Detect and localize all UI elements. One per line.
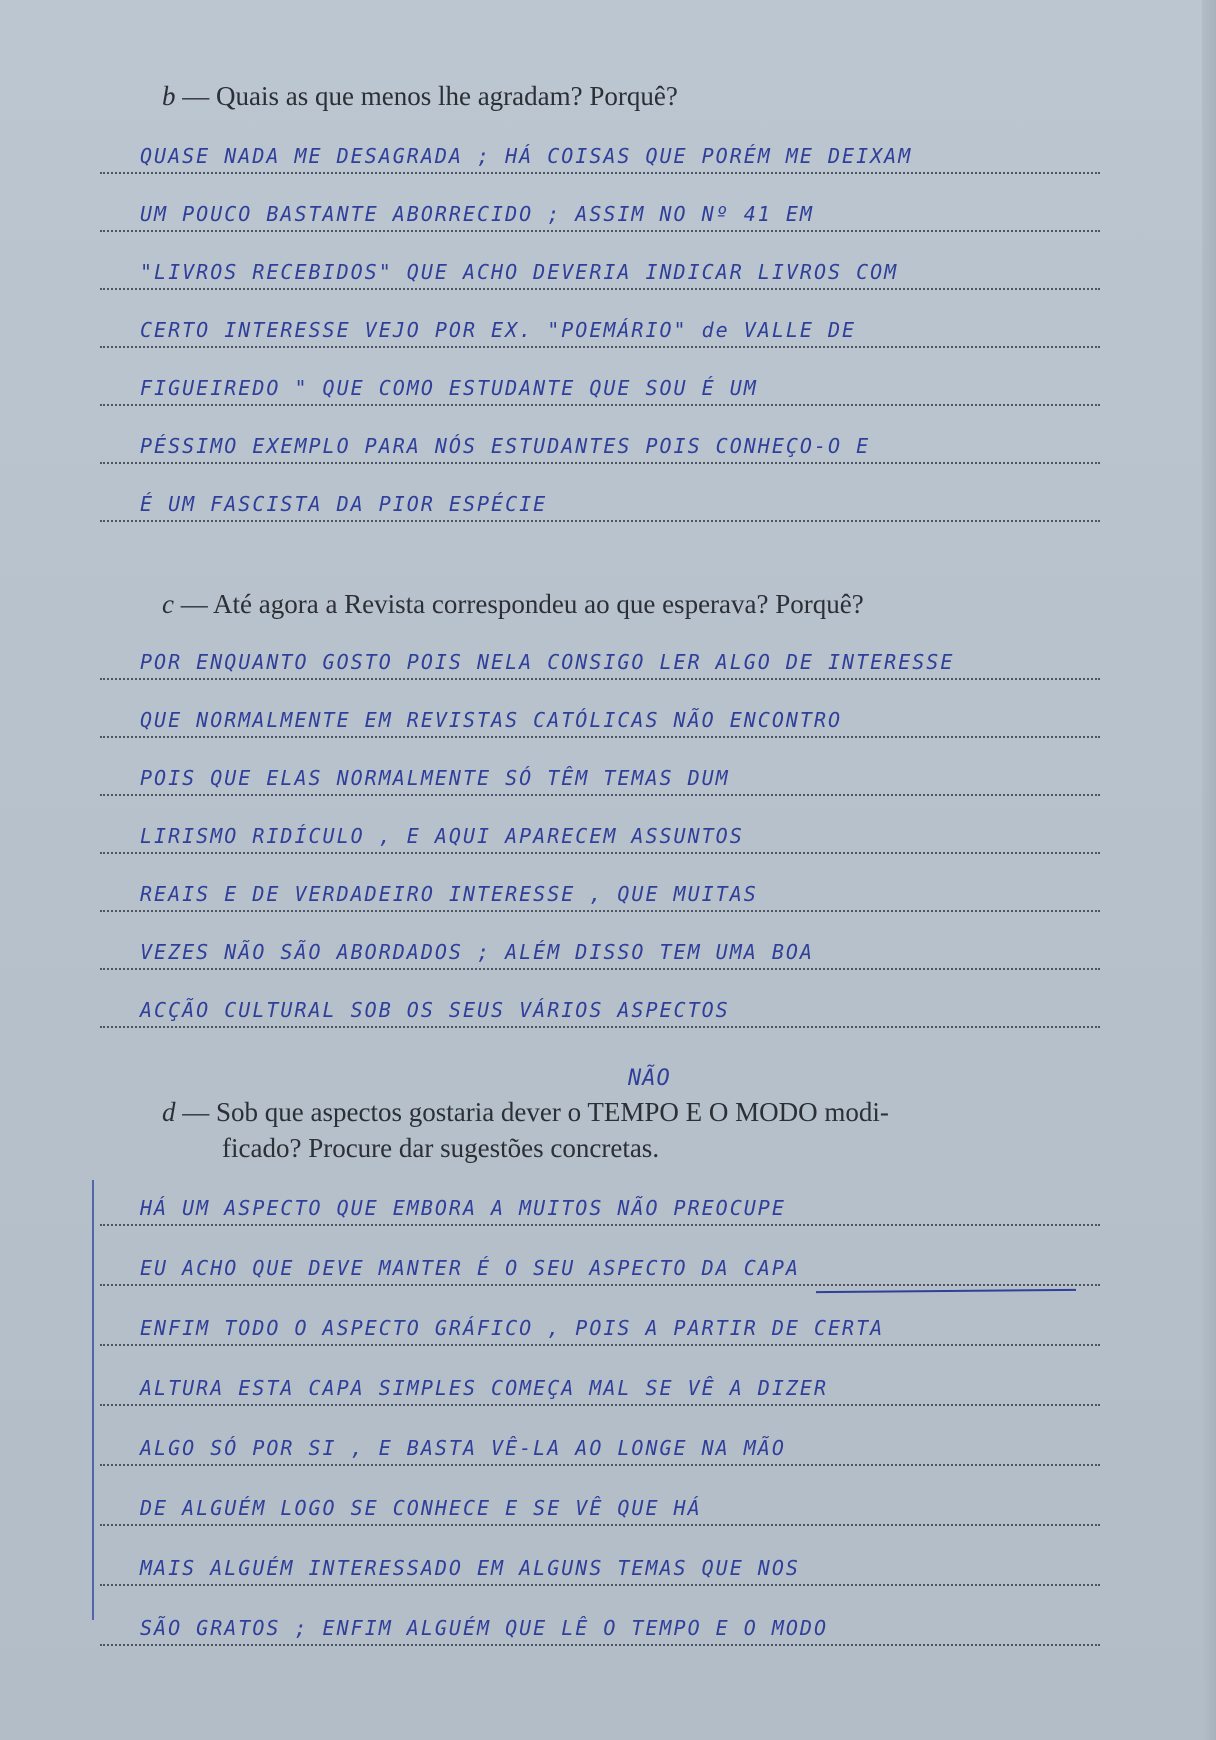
handwritten-text: É UM FASCISTA DA PIOR ESPÉCIE: [140, 492, 548, 516]
answer-line: [100, 476, 1100, 522]
handwritten-text: PÉSSIMO EXEMPLO PARA NÓS ESTUDANTES POIS CONHEÇO-O E: [140, 434, 871, 458]
handwritten-text: ALTURA ESTA CAPA SIMPLES COMEÇA MAL SE VÊ A DIZER: [140, 1376, 829, 1400]
answer-line: [100, 244, 1100, 290]
handwritten-text: POR ENQUANTO GOSTO POIS NELA CONSIGO LER ALGO DE INTERESSE: [140, 650, 955, 674]
handwritten-text: QUASE NADA ME DESAGRADA ; HÁ COISAS QUE PORÉM ME DEIXAM: [140, 144, 913, 168]
answer-line: [100, 808, 1100, 854]
handwritten-text: MAIS ALGUÉM INTERESSADO EM ALGUNS TEMAS QUE NOS: [140, 1556, 800, 1580]
question-letter: d: [162, 1097, 176, 1127]
answer-line: [100, 982, 1100, 1028]
handwritten-text: CERTO INTERESSE VEJO POR EX. "POEMÁRIO" de VALLE DE: [140, 318, 857, 342]
answer-line: [100, 866, 1100, 912]
answer-line: [100, 924, 1100, 970]
handwritten-text: LIRISMO RIDÍCULO , E AQUI APARECEM ASSUNTOS: [140, 824, 744, 848]
answer-line: [100, 1300, 1100, 1346]
question-text: Até agora a Revista correspondeu ao que esperava? Porquê?: [213, 589, 864, 619]
handwritten-text: ENFIM TODO O ASPECTO GRÁFICO , POIS A PARTIR DE CERTA: [140, 1316, 885, 1340]
question-b: b — Quais as que menos lhe agradam? Porquê?: [162, 81, 678, 111]
handwritten-text: ALGO SÓ POR SI , E BASTA VÊ-LA AO LONGE NA MÃO: [140, 1436, 786, 1460]
question-letter: b: [162, 81, 176, 111]
handwritten-text: REAIS E DE VERDADEIRO INTERESSE , QUE MUITAS: [140, 882, 758, 906]
handwritten-text: ACÇÃO CULTURAL SOB OS SEUS VÁRIOS ASPECTOS: [140, 998, 730, 1022]
handwritten-text: UM POUCO BASTANTE ABORRECIDO ; ASSIM NO Nº 41 EM: [140, 202, 814, 226]
answer-line: [100, 1540, 1100, 1586]
answer-line: [100, 1480, 1100, 1526]
answer-line: [100, 1360, 1100, 1406]
handwritten-text: DE ALGUÉM LOGO SE CONHECE E SE VÊ QUE HÁ: [140, 1496, 702, 1520]
handwritten-text: EU ACHO QUE DEVE MANTER É O SEU ASPECTO DA CAPA: [140, 1256, 800, 1280]
question-text: Quais as que menos lhe agradam? Porquê?: [216, 81, 678, 111]
answer-line: [100, 634, 1100, 680]
handwritten-text: HÁ UM ASPECTO QUE EMBORA A MUITOS NÃO PREOCUPE: [140, 1196, 786, 1220]
answer-line: [100, 692, 1100, 738]
handwritten-text: FIGUEIREDO " QUE COMO ESTUDANTE QUE SOU É UM: [140, 376, 758, 400]
margin-mark: [92, 1180, 94, 1620]
question-text-line2: ficado? Procure dar sugestões concretas.: [222, 1133, 660, 1163]
answer-line: [100, 1240, 1100, 1286]
question-c: c — Até agora a Revista correspondeu ao que esperava? Porquê?: [162, 589, 864, 619]
handwritten-text: POIS QUE ELAS NORMALMENTE SÓ TÊM TEMAS DUM: [140, 766, 730, 790]
handwritten-text: VEZES NÃO SÃO ABORDADOS ; ALÉM DISSO TEM UMA BOA: [140, 940, 814, 964]
answer-line: [100, 360, 1100, 406]
answer-line: [100, 1600, 1100, 1646]
answer-line: [100, 418, 1100, 464]
handwritten-insert: NÃO: [628, 1066, 671, 1091]
answer-line: [100, 302, 1100, 348]
handwritten-text: QUE NORMALMENTE EM REVISTAS CATÓLICAS NÃO ENCONTRO: [140, 708, 843, 732]
handwritten-text: SÃO GRATOS ; ENFIM ALGUÉM QUE LÊ O TEMPO E O MODO: [140, 1616, 829, 1640]
question-letter: c: [162, 589, 174, 619]
answer-line: [100, 128, 1100, 174]
question-text: Sob que aspectos gostaria de: [216, 1097, 527, 1127]
page-edge: [1202, 0, 1216, 1740]
handwritten-text: "LIVROS RECEBIDOS" QUE ACHO DEVERIA INDICAR LIVROS COM: [140, 260, 899, 284]
answer-line: [100, 750, 1100, 796]
question-d: d — Sob que aspectos gostaria dever o TEMPO E O MODO modi- ficado? Procure dar sugestões concretas.: [162, 1097, 889, 1163]
handwritten-underline: [816, 1289, 1076, 1293]
answer-line: [100, 1180, 1100, 1226]
answer-line: [100, 1420, 1100, 1466]
question-text-continued: ver o TEMPO E O MODO modi-: [526, 1097, 889, 1127]
answer-line: [100, 186, 1100, 232]
